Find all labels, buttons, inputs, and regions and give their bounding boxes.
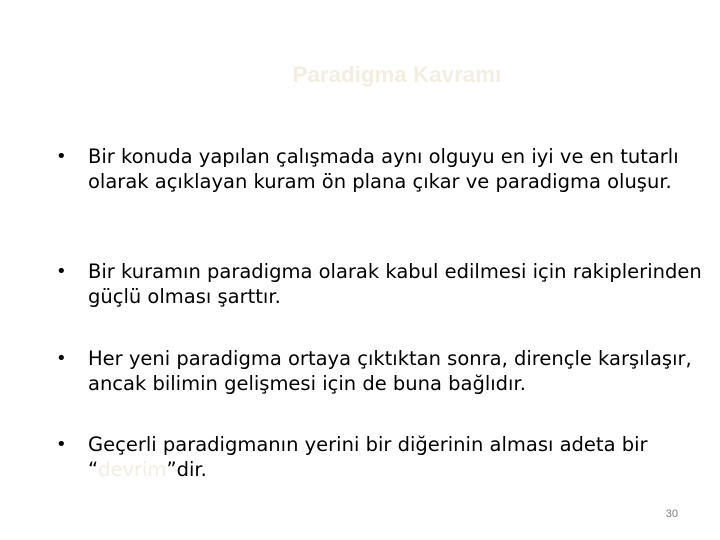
bullet-item <box>56 432 706 482</box>
bullet-text: Bir konuda yapılan çalışmada aynı olguyu en iyi ve en tutarlı olarak açıklayan kuram ön plana çıkar ve paradigma oluşur. <box>88 145 679 193</box>
bullet-icon: • <box>56 261 67 282</box>
bullet-icon: • <box>56 348 67 369</box>
bullet-text: Her yeni paradigma ortaya çıktıktan sonra, dirençle karşılaşır, ancak bilimin gelişmesi için de buna bağlıdır. <box>88 347 692 395</box>
highlighted-word: devrim <box>98 458 167 481</box>
bullet-item <box>56 144 706 194</box>
bullet-text-start: Geçerli paradigmanın yerini bir diğerinin alması adeta bir “ <box>88 433 648 481</box>
bullet-item <box>56 259 706 309</box>
page-number: 30 <box>665 508 678 520</box>
bullet-text: Bir kuramın paradigma olarak kabul edilmesi için rakiplerinden güçlü olması şarttır. <box>88 260 702 308</box>
bullet-text-end: ”dir. <box>166 458 207 481</box>
slide-title: Paradigma Kavramı <box>292 62 502 87</box>
bullet-icon: • <box>56 434 67 455</box>
bullet-item <box>56 346 706 396</box>
bullet-icon: • <box>56 146 67 167</box>
